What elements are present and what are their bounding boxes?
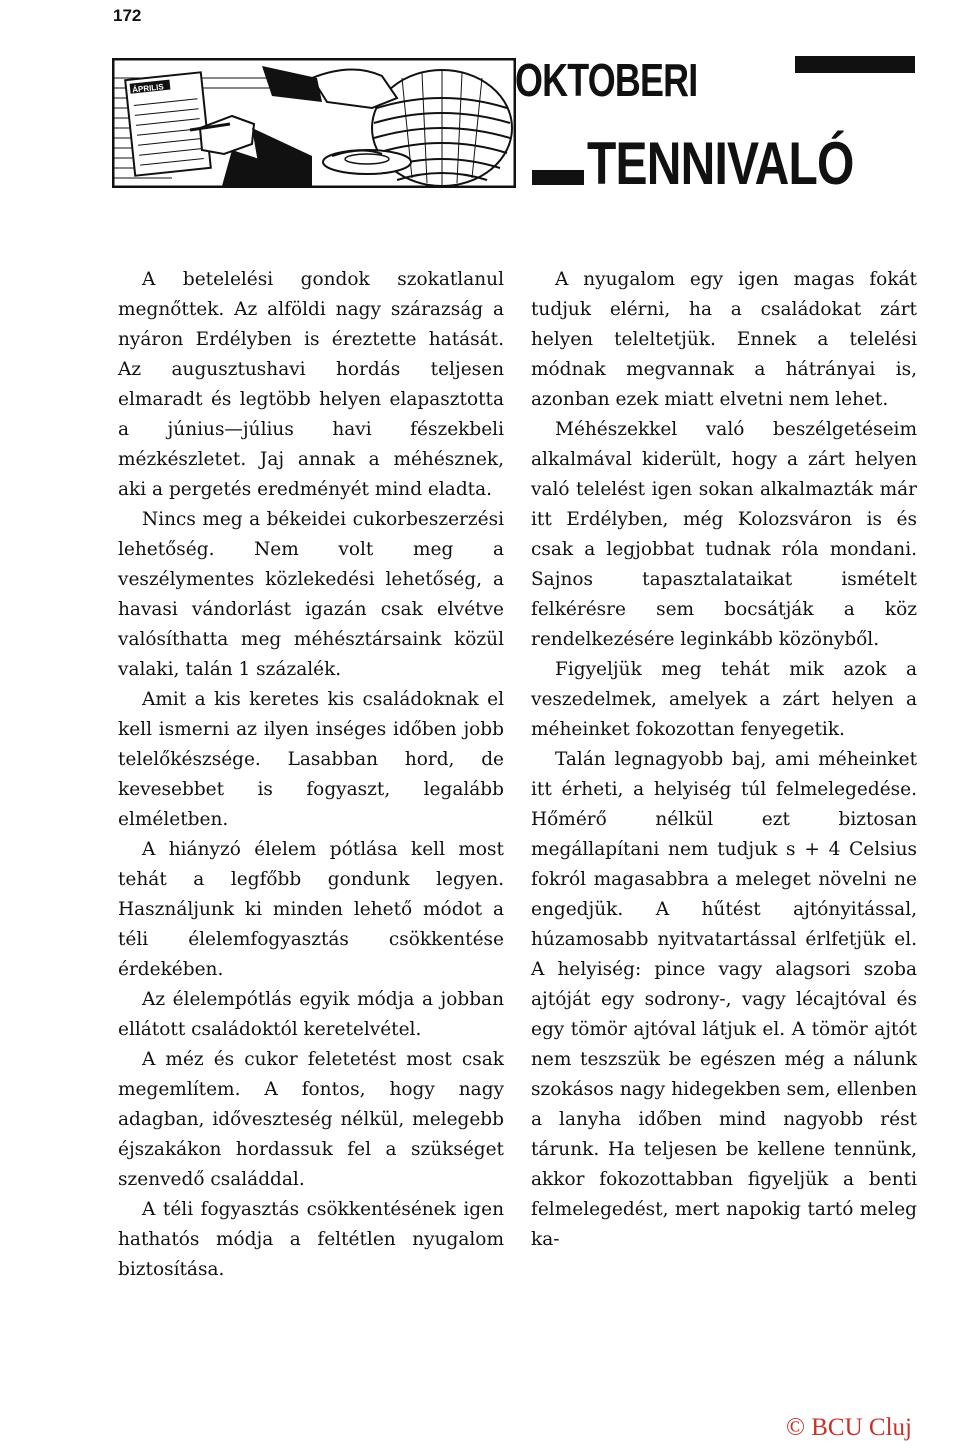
calendar-icon	[125, 72, 211, 175]
left-column	[118, 265, 504, 1285]
paragraph: A nyugalom egy igen magas fokát tudjuk elérni, ha a családokat zárt helyen teleltetjük. Ennek a telelési módnak megvannak a hátrányai is, azonban ezek miatt elvetni nem lehet.	[531, 269, 917, 410]
paragraph: Az élelempótlás egyik módja a jobban ellátott családoktól keretelvétel.	[118, 989, 504, 1040]
paragraph: Nincs meg a békeidei cukorbeszerzési lehetőség. Nem volt meg a veszélymentes közlekedési lehetőség, a havasi vándorlást igazán csak elvétve valósíthatta meg méhésztársaink közül valaki, talán 1 százalék.	[118, 509, 504, 680]
right-column	[531, 265, 917, 1255]
title-bar-bottom	[532, 170, 584, 185]
paragraph: Méhészekkel való beszélgetéseim alkalmával kiderült, hogy a zárt helyen való telelést igen sokan alkalmazták már itt Erdélyben, még Kolozsváron is és csak a legjobbat tudnak róla mondani. Sajnos tapasztalataikat ismételt felkérésre sem bocsátják a köz rendelkezésére leginkább közönyből.	[531, 419, 917, 650]
page-title-line2: TENNIVALÓ	[587, 130, 854, 197]
paragraph: Talán legnagyobb baj, ami méheinket itt érheti, a helyiség túl felmelegedése. Hőmérő nélkül ezt biztosan megállapítani nem tudjuk s + 4 Celsius fokról magasabbra a meleget növelni ne engedjük. A hűtést ajtónyitással, húzamosabb nyitvatartással érlfetjük el. A helyiség: pince vagy alagsori szoba ajtóját egy sodrony-, vagy lécajtóval és egy tömör ajtóval látjuk el. A tömör ajtót nem teszszük be egészen még a nálunk szokásos nagy hidegekben sem, ellenben a lanyha időben mind nagyobb rést tárunk. Ha teljesen be kellene tennünk, akkor fokozottabban figyeljük a benti felmelegedést, mert napokig tartó meleg ka-	[531, 749, 917, 1250]
title-bar-top	[795, 56, 915, 73]
paragraph: A hiányzó élelem pótlása kell most tehát a legfőbb gondunk legyen. Használjunk ki minden lehető módot a téli élelemfogyasztás csökkentése érdekében.	[118, 839, 504, 980]
calendar-label: ÁPRILIS	[131, 82, 165, 95]
page-title-line1: OKTOBERI	[515, 54, 698, 106]
paragraph: Figyeljük meg tehát mik azok a veszedelmek, amelyek a zárt helyen a méheinket fokozottan fenyegetik.	[531, 659, 917, 740]
header-illustration	[112, 58, 516, 188]
paragraph: Amit a kis keretes kis családoknak el kell ismerni az ilyen inséges időben jobb telelőkészsége. Lasabban hord, de kevesebbet is fogyaszt, legalább elméletben.	[118, 689, 504, 830]
paragraph: A téli fogyasztás csökkentésének igen hathatós módja a feltétlen nyugalom biztosítása.	[118, 1199, 504, 1280]
watermark: © BCU Cluj	[786, 1414, 912, 1441]
paragraph: A betelelési gondok szokatlanul megnőttek. Az alföldi nagy szárazság a nyáron Erdélyben is éreztette hatását. Az augusztushavi hordás teljesen elmaradt és legtöbb helyen elapasztotta a június—július havi fészekbeli mézkészletet. Jaj annak a méhésznek, aki a pergetés eredményét mind eladta.	[118, 269, 504, 500]
paragraph: A méz és cukor feletetést most csak megemlítem. A fontos, hogy nagy adagban, időveszteség nélkül, melegebb éjszakákon hordassuk fel a szükséget szenvedő családdal.	[118, 1049, 504, 1190]
page-number: 172	[113, 6, 142, 25]
